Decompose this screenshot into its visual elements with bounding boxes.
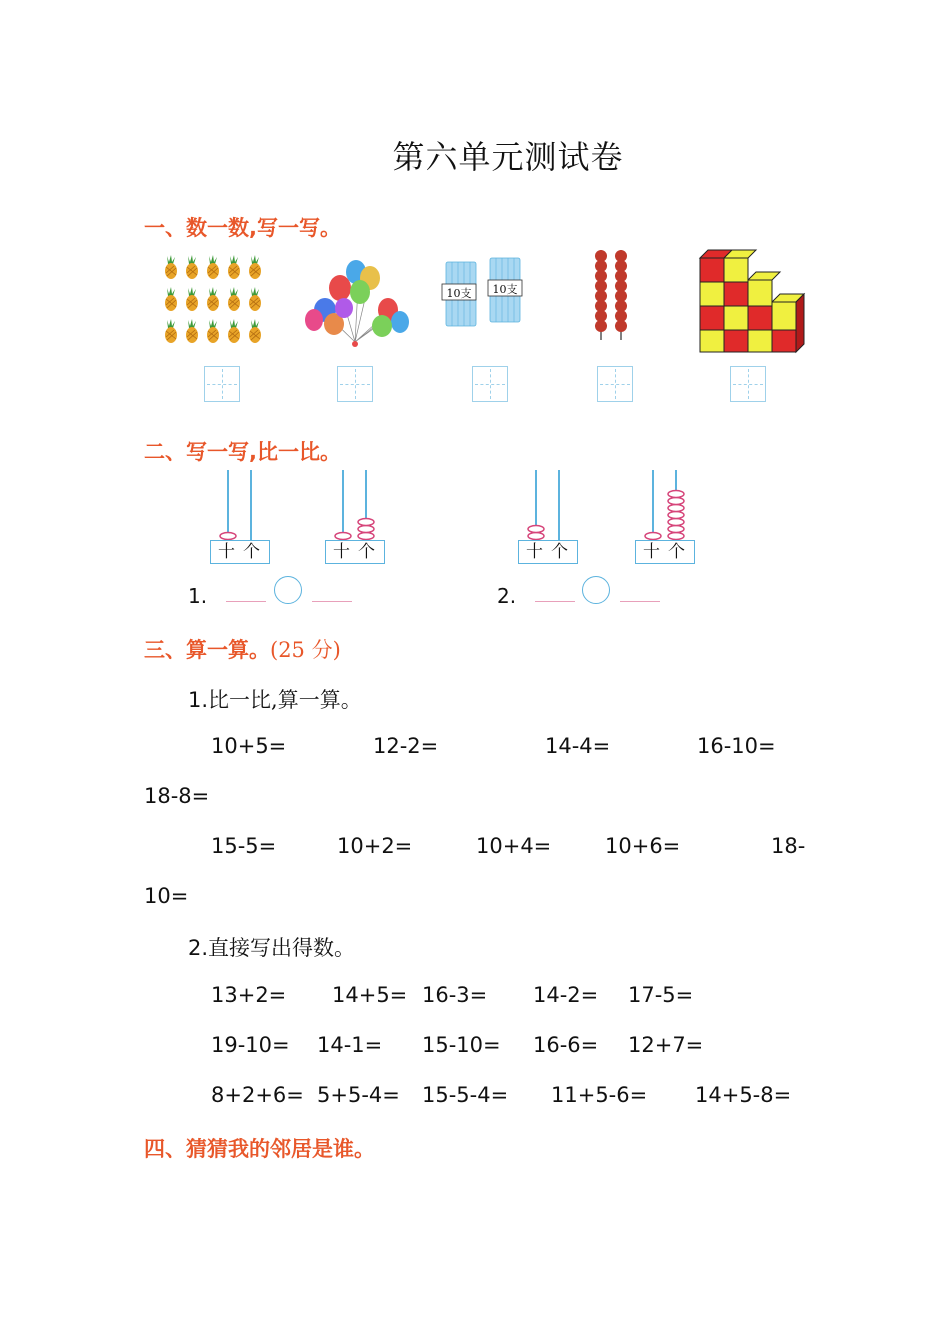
- section-3-score: (25 分): [270, 638, 341, 662]
- answer-box[interactable]: [337, 366, 373, 402]
- equation: 5+5-4=: [317, 1083, 400, 1107]
- equation: 18-8=: [144, 784, 210, 808]
- equation: 10+2=: [337, 834, 413, 858]
- answer-box[interactable]: [204, 366, 240, 402]
- equation: 18-: [771, 834, 806, 858]
- part-2-heading: [188, 932, 355, 962]
- answer-blank[interactable]: [620, 600, 660, 602]
- compare-circle[interactable]: [274, 576, 302, 604]
- stick-bundle-label: 10支: [492, 283, 518, 296]
- abacus-label: 十个: [518, 540, 578, 564]
- equation: 10+5=: [211, 734, 287, 758]
- abacus-label: 十个: [210, 540, 270, 564]
- question-number: 2.: [497, 584, 517, 608]
- answer-box[interactable]: [472, 366, 508, 402]
- equation: 12-2=: [373, 734, 439, 758]
- answer-box[interactable]: [597, 366, 633, 402]
- abacus-label: 十个: [325, 540, 385, 564]
- abacus-label: 十个: [635, 540, 695, 564]
- compare-circle[interactable]: [582, 576, 610, 604]
- answer-blank[interactable]: [312, 600, 352, 602]
- answer-blank[interactable]: [226, 600, 266, 602]
- equation: 15-10=: [422, 1033, 501, 1057]
- cubes-picture: [698, 248, 808, 354]
- equation: 15-5-4=: [422, 1083, 509, 1107]
- stick-bundles-picture: [440, 256, 532, 332]
- equation: 13+2=: [211, 983, 287, 1007]
- equation: 10+4=: [476, 834, 552, 858]
- balloons-picture: [300, 258, 415, 350]
- section-1-heading: 一、数一数,写一写。: [144, 216, 341, 240]
- equation: 11+5-6=: [551, 1083, 648, 1107]
- candied-haws-picture: [586, 248, 636, 342]
- section-3-heading: [144, 634, 341, 664]
- abacus: [325, 470, 385, 566]
- abacus: [210, 470, 270, 566]
- equation: 10+6=: [605, 834, 681, 858]
- page-title: 第六单元测试卷: [392, 138, 624, 176]
- pineapples-picture: [160, 254, 272, 346]
- part-number: 1.: [188, 688, 209, 712]
- abacus-beads: [518, 470, 578, 542]
- abacus-beads: [210, 470, 270, 542]
- equation: 16-3=: [422, 983, 488, 1007]
- abacus-beads: [325, 470, 385, 542]
- equation: 17-5=: [628, 983, 694, 1007]
- part-title: 比一比,算一算。: [208, 688, 362, 712]
- equation: 14-4=: [545, 734, 611, 758]
- equation: 15-5=: [211, 834, 277, 858]
- section-2-heading: 二、写一写,比一比。: [144, 440, 341, 464]
- stick-bundle-label: 10支: [446, 287, 472, 300]
- part-number: 2.: [188, 936, 209, 960]
- abacus: [635, 470, 695, 566]
- equation: 16-10=: [697, 734, 776, 758]
- equation: 16-6=: [533, 1033, 599, 1057]
- abacus: [518, 470, 578, 566]
- equation: 19-10=: [211, 1033, 290, 1057]
- section-3-label: 三、算一算。: [144, 638, 270, 662]
- answer-blank[interactable]: [535, 600, 575, 602]
- section-4-heading: 四、猜猜我的邻居是谁。: [144, 1137, 375, 1161]
- equation: 12+7=: [628, 1033, 704, 1057]
- question-number: 1.: [188, 584, 208, 608]
- part-title: 直接写出得数。: [208, 936, 356, 960]
- answer-box[interactable]: [730, 366, 766, 402]
- equation: 10=: [144, 884, 189, 908]
- equation: 8+2+6=: [211, 1083, 304, 1107]
- equation: 14-2=: [533, 983, 599, 1007]
- equation: 14-1=: [317, 1033, 383, 1057]
- part-1-heading: [188, 684, 362, 714]
- abacus-beads: [635, 470, 695, 542]
- equation: 14+5=: [332, 983, 408, 1007]
- equation: 14+5-8=: [695, 1083, 792, 1107]
